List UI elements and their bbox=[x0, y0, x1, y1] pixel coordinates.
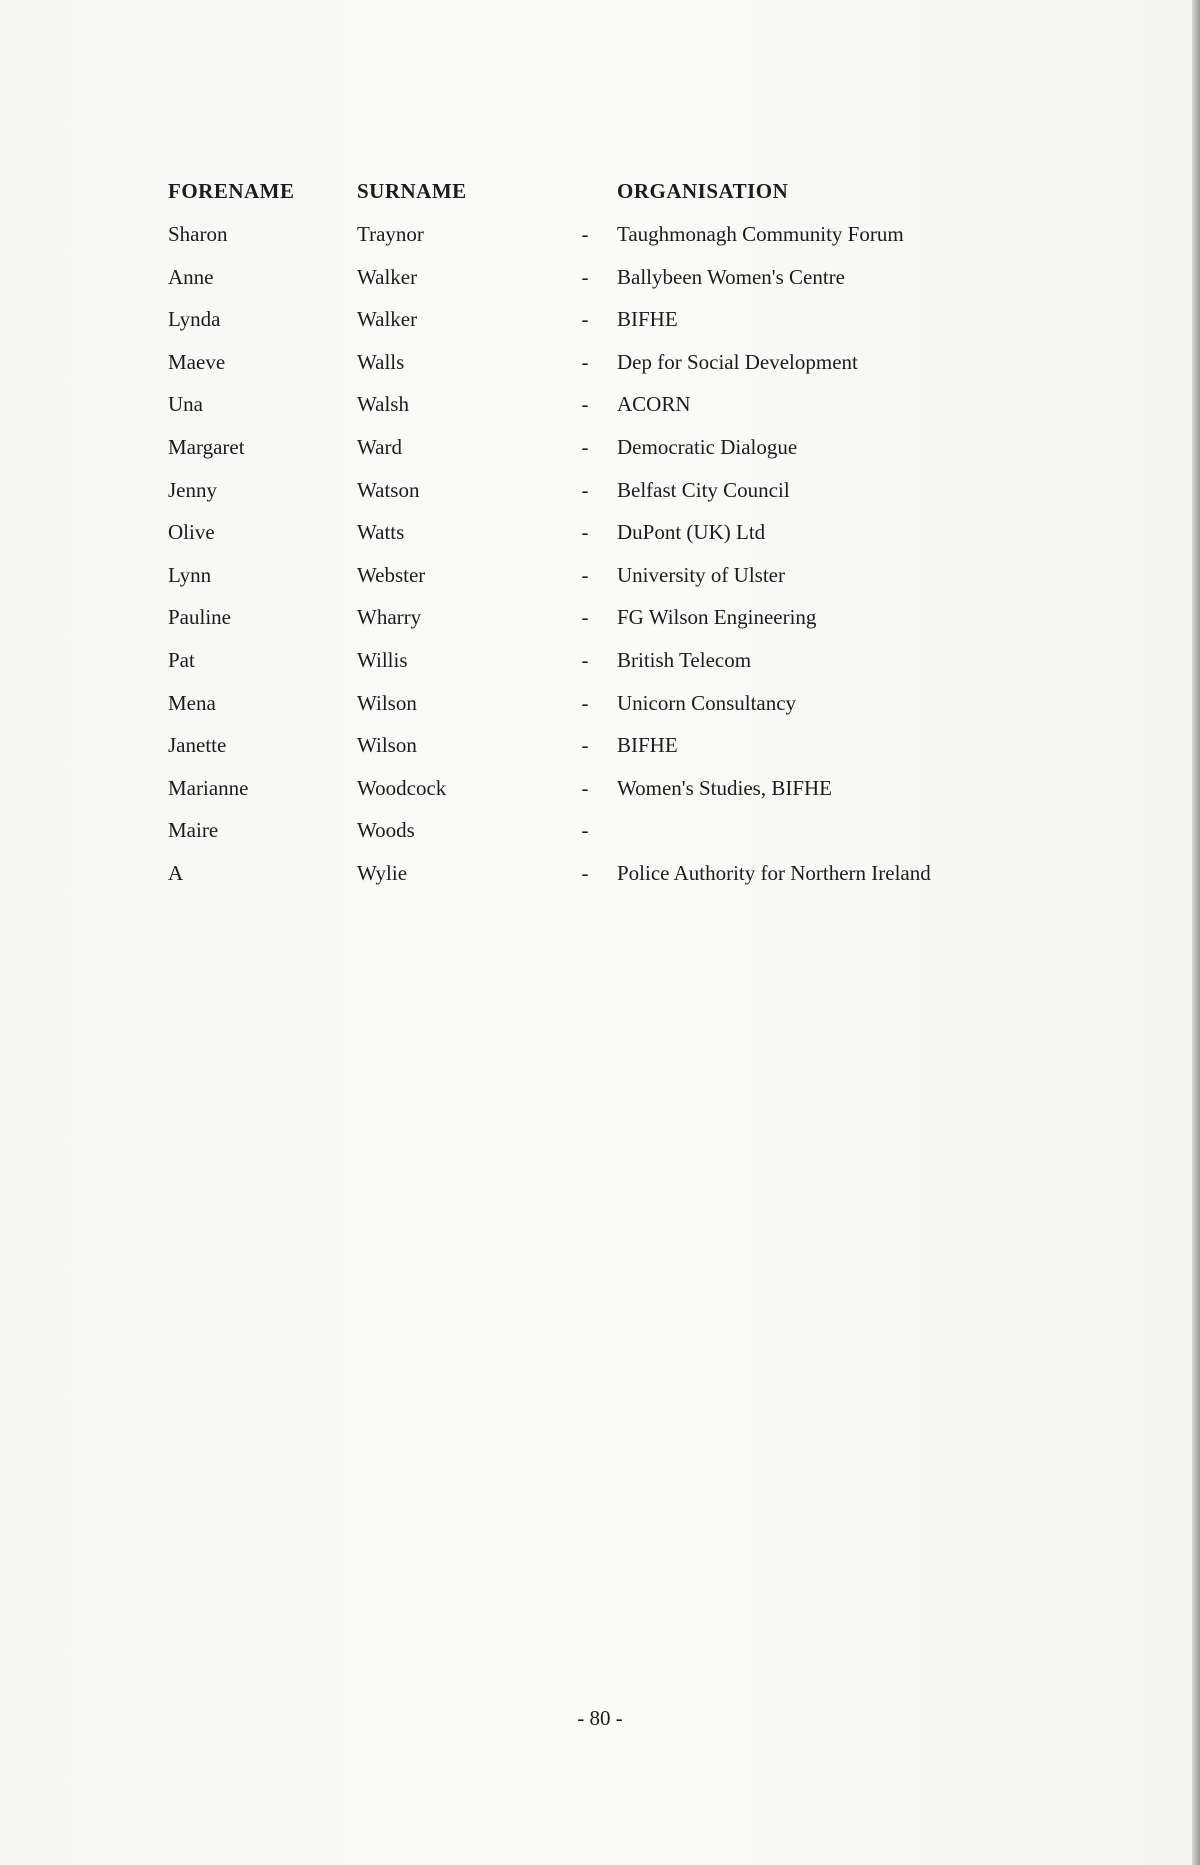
table-header-row bbox=[0, 176, 1200, 206]
surname-header: SURNAME bbox=[357, 179, 467, 203]
organisation-cell: Democratic Dialogue bbox=[617, 435, 798, 459]
forename-cell: Janette bbox=[168, 733, 227, 757]
separator-dash: - bbox=[581, 435, 589, 459]
forename-cell: Pauline bbox=[168, 605, 231, 629]
table-row bbox=[0, 219, 1200, 249]
table-row bbox=[0, 773, 1200, 803]
table-row bbox=[0, 432, 1200, 462]
forename-cell: Lynda bbox=[168, 307, 221, 331]
surname-cell: Traynor bbox=[357, 222, 424, 246]
surname-cell: Walsh bbox=[357, 392, 409, 416]
surname-cell: Willis bbox=[357, 648, 408, 672]
organisation-cell: BIFHE bbox=[617, 307, 678, 331]
surname-cell: Walker bbox=[357, 307, 418, 331]
table-row bbox=[0, 475, 1200, 505]
forename-cell: Maeve bbox=[168, 350, 226, 374]
table-row bbox=[0, 645, 1200, 675]
separator-dash: - bbox=[581, 265, 589, 289]
forename-cell: Jenny bbox=[168, 478, 217, 502]
table-row bbox=[0, 730, 1200, 760]
forename-cell: Una bbox=[168, 392, 203, 416]
surname-cell: Woodcock bbox=[357, 776, 447, 800]
surname-cell: Walker bbox=[357, 265, 418, 289]
forename-cell: Olive bbox=[168, 520, 215, 544]
separator-dash: - bbox=[581, 520, 589, 544]
separator-dash: - bbox=[581, 563, 589, 587]
surname-cell: Wilson bbox=[357, 691, 417, 715]
organisation-cell: Unicorn Consultancy bbox=[617, 691, 797, 715]
table-row bbox=[0, 304, 1200, 334]
surname-cell: Wylie bbox=[357, 861, 408, 885]
surname-cell: Watson bbox=[357, 478, 420, 502]
organisation-cell: Belfast City Council bbox=[617, 478, 790, 502]
surname-cell: Wilson bbox=[357, 733, 417, 757]
separator-dash: - bbox=[581, 776, 589, 800]
surname-cell: Walls bbox=[357, 350, 405, 374]
table-row bbox=[0, 688, 1200, 718]
organisation-cell: Dep for Social Development bbox=[617, 350, 858, 374]
organisation-cell: BIFHE bbox=[617, 733, 678, 757]
organisation-cell: Police Authority for Northern Ireland bbox=[617, 861, 931, 885]
forename-cell: Anne bbox=[168, 265, 214, 289]
organisation-cell: University of Ulster bbox=[617, 563, 785, 587]
organisation-header: ORGANISATION bbox=[617, 179, 789, 203]
separator-dash: - bbox=[581, 648, 589, 672]
forename-cell: Sharon bbox=[168, 222, 228, 246]
table-row bbox=[0, 262, 1200, 292]
organisation-cell: ACORN bbox=[617, 392, 691, 416]
table-row bbox=[0, 858, 1200, 888]
forename-cell: Margaret bbox=[168, 435, 245, 459]
organisation-cell: FG Wilson Engineering bbox=[617, 605, 817, 629]
forename-header: FORENAME bbox=[168, 179, 295, 203]
table-row bbox=[0, 347, 1200, 377]
table-row bbox=[0, 517, 1200, 547]
forename-cell: Marianne bbox=[168, 776, 249, 800]
forename-cell: A bbox=[168, 861, 184, 885]
forename-cell: Maire bbox=[168, 818, 219, 842]
forename-cell: Mena bbox=[168, 691, 216, 715]
separator-dash: - bbox=[581, 222, 589, 246]
separator-dash: - bbox=[581, 691, 589, 715]
surname-cell: Watts bbox=[357, 520, 405, 544]
separator-dash: - bbox=[581, 861, 589, 885]
organisation-cell: Taughmonagh Community Forum bbox=[617, 222, 904, 246]
table-row bbox=[0, 815, 1200, 845]
surname-cell: Webster bbox=[357, 563, 426, 587]
table-row bbox=[0, 602, 1200, 632]
organisation-cell: Women's Studies, BIFHE bbox=[617, 776, 833, 800]
separator-dash: - bbox=[581, 478, 589, 502]
organisation-cell: British Telecom bbox=[617, 648, 752, 672]
separator-dash: - bbox=[581, 818, 589, 842]
table-row bbox=[0, 560, 1200, 590]
surname-cell: Woods bbox=[357, 818, 415, 842]
surname-cell: Wharry bbox=[357, 605, 422, 629]
separator-dash: - bbox=[581, 733, 589, 757]
separator-dash: - bbox=[581, 392, 589, 416]
organisation-cell: DuPont (UK) Ltd bbox=[617, 520, 766, 544]
separator-dash: - bbox=[581, 350, 589, 374]
table-row bbox=[0, 389, 1200, 419]
page-number: - 80 - bbox=[577, 1706, 623, 1730]
separator-dash: - bbox=[581, 307, 589, 331]
forename-cell: Pat bbox=[168, 648, 195, 672]
surname-cell: Ward bbox=[357, 435, 402, 459]
separator-dash: - bbox=[581, 605, 589, 629]
organisation-cell: Ballybeen Women's Centre bbox=[617, 265, 845, 289]
forename-cell: Lynn bbox=[168, 563, 212, 587]
